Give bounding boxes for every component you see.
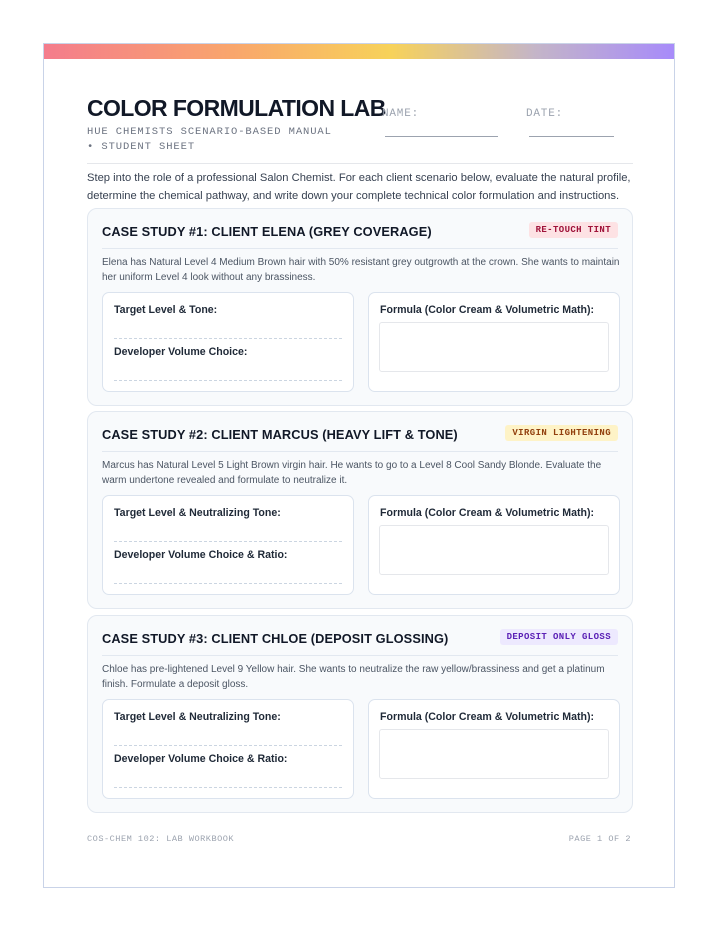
developer-answer-line[interactable] bbox=[114, 380, 342, 381]
target-label: Target Level & Tone: bbox=[114, 304, 218, 316]
footer-page-number: PAGE 1 OF 2 bbox=[568, 834, 631, 844]
page-title: COLOR FORMULATION LAB bbox=[87, 95, 386, 121]
formula-label: Formula (Color Cream & Volumetric Math): bbox=[380, 304, 595, 316]
target-answer-line[interactable] bbox=[114, 745, 342, 746]
case-description: Marcus has Natural Level 5 Light Brown virgin hair. He wants to go to a Level 8 Cool Sandy Blonde. Evaluate the warm undertone revealed and formulate to neutralize it. bbox=[102, 460, 602, 486]
developer-answer-line[interactable] bbox=[114, 787, 342, 788]
formula-write-area[interactable] bbox=[379, 729, 609, 779]
developer-label: Developer Volume Choice: bbox=[114, 346, 248, 358]
case-description: Chloe has pre-lightened Level 9 Yellow hair. She wants to neutralize the raw yellow/brassiness and get a platinum finish. Formulate a deposit gloss. bbox=[102, 664, 605, 690]
header-divider bbox=[87, 163, 633, 164]
target-box bbox=[102, 699, 354, 799]
formula-write-area[interactable] bbox=[379, 322, 609, 372]
case-description: Elena has Natural Level 4 Medium Brown hair with 50% resistant grey outgrowth at the crown. She wants to maintain her uniform Level 4 look without any brassiness. bbox=[102, 257, 620, 283]
formula-box bbox=[368, 699, 620, 799]
target-box bbox=[102, 292, 354, 392]
name-label: NAME: bbox=[382, 108, 420, 120]
case-divider bbox=[102, 451, 618, 452]
target-label: Target Level & Neutralizing Tone: bbox=[114, 711, 281, 723]
status-badge: RE-TOUCH TINT bbox=[529, 222, 618, 238]
footer-course-code: COS-CHEM 102: LAB WORKBOOK bbox=[87, 834, 235, 844]
formula-label: Formula (Color Cream & Volumetric Math): bbox=[380, 711, 595, 723]
case-study-card bbox=[87, 615, 633, 813]
target-answer-line[interactable] bbox=[114, 338, 342, 339]
target-answer-line[interactable] bbox=[114, 541, 342, 542]
case-divider bbox=[102, 248, 618, 249]
case-divider bbox=[102, 655, 618, 656]
date-field[interactable] bbox=[529, 136, 614, 137]
intro-text: Step into the role of a professional Salon Chemist. For each client scenario below, evaluate the natural profile, determine the chemical pathway, and write down your complete technical color formulation and instructions. bbox=[87, 172, 631, 202]
formula-write-area[interactable] bbox=[379, 525, 609, 575]
case-study-card bbox=[87, 411, 633, 609]
page-subtitle: HUE CHEMISTS SCENARIO-BASED MANUAL • STUDENT SHEET bbox=[87, 126, 332, 153]
developer-label: Developer Volume Choice & Ratio: bbox=[114, 753, 288, 765]
case-title: CASE STUDY #1: CLIENT ELENA (GREY COVERAGE) bbox=[102, 224, 432, 239]
developer-answer-line[interactable] bbox=[114, 583, 342, 584]
status-badge: VIRGIN LIGHTENING bbox=[505, 425, 618, 441]
case-title: CASE STUDY #2: CLIENT MARCUS (HEAVY LIFT & TONE) bbox=[102, 427, 458, 442]
formula-box bbox=[368, 292, 620, 392]
name-field[interactable] bbox=[385, 136, 498, 137]
formula-label: Formula (Color Cream & Volumetric Math): bbox=[380, 507, 595, 519]
date-label: DATE: bbox=[526, 108, 564, 120]
formula-box bbox=[368, 495, 620, 595]
worksheet-page bbox=[43, 43, 675, 888]
gradient-accent-bar bbox=[44, 44, 674, 59]
target-label: Target Level & Neutralizing Tone: bbox=[114, 507, 281, 519]
case-study-card bbox=[87, 208, 633, 406]
header bbox=[87, 94, 633, 155]
status-badge: DEPOSIT ONLY GLOSS bbox=[500, 629, 618, 645]
case-title: CASE STUDY #3: CLIENT CHLOE (DEPOSIT GLOSSING) bbox=[102, 631, 449, 646]
developer-label: Developer Volume Choice & Ratio: bbox=[114, 549, 288, 561]
target-box bbox=[102, 495, 354, 595]
